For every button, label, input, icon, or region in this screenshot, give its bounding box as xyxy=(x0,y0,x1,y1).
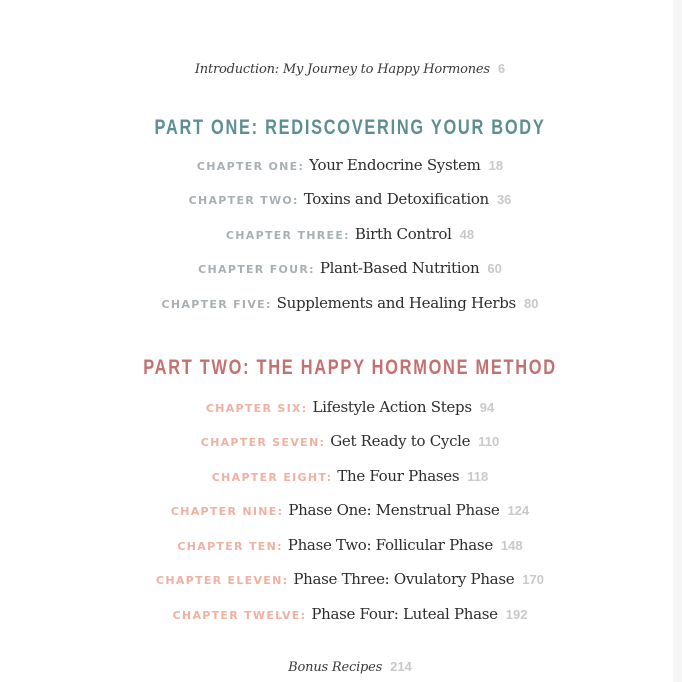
page-number: 80 xyxy=(523,296,539,311)
toc-entry-chapter-2[interactable] xyxy=(0,190,682,209)
chapter-label: CHAPTER FIVE: xyxy=(161,298,272,311)
toc-entry-chapter-10[interactable] xyxy=(0,536,682,555)
chapter-label: CHAPTER ELEVEN: xyxy=(155,574,289,587)
page-number: 170 xyxy=(522,572,544,587)
page-number: 18 xyxy=(488,158,504,173)
page-number: 60 xyxy=(487,261,502,276)
toc-entry-chapter-8[interactable] xyxy=(0,467,682,486)
chapter-title: Phase Four: Luteal Phase xyxy=(311,605,498,623)
chapter-title: Plant-Based Nutrition xyxy=(319,259,480,277)
page-number: 94 xyxy=(479,400,495,415)
chapter-title: Lifestyle Action Steps xyxy=(312,398,472,416)
page-number: 118 xyxy=(467,469,489,484)
page-number: 36 xyxy=(496,192,512,207)
toc-entry-chapter-4[interactable] xyxy=(0,259,682,278)
chapter-label: CHAPTER EIGHT: xyxy=(211,471,333,484)
toc-entry-chapter-3[interactable] xyxy=(0,225,682,244)
chapter-title: Your Endocrine System xyxy=(309,156,481,174)
toc-entry-chapter-5[interactable] xyxy=(0,294,682,313)
chapter-label: CHAPTER FOUR: xyxy=(198,263,315,276)
chapter-title: Birth Control xyxy=(354,225,452,243)
chapter-title: Phase One: Menstrual Phase xyxy=(288,501,500,519)
toc-entry-chapter-6[interactable] xyxy=(0,398,682,417)
chapter-label: CHAPTER TWO: xyxy=(188,194,299,207)
chapter-label: CHAPTER TEN: xyxy=(177,540,283,553)
chapter-title: Supplements and Healing Herbs xyxy=(276,294,516,312)
page-number: 48 xyxy=(459,227,475,242)
chapter-title: The Four Phases xyxy=(337,467,460,485)
page-number: 214 xyxy=(390,659,412,674)
part-two-heading: PART TWO: THE HAPPY HORMONE METHOD xyxy=(143,356,557,379)
toc-entry-introduction[interactable] xyxy=(0,60,682,78)
chapter-label: CHAPTER TWELVE: xyxy=(172,609,307,622)
chapter-label: CHAPTER THREE: xyxy=(225,229,350,242)
page-number: 192 xyxy=(505,607,528,622)
chapter-title: Get Ready to Cycle xyxy=(330,432,471,450)
toc-entry-chapter-11[interactable] xyxy=(0,570,682,589)
chapter-title: Phase Two: Follicular Phase xyxy=(287,536,493,554)
chapter-title: Toxins and Detoxification xyxy=(303,190,489,208)
page-number: 110 xyxy=(478,434,500,449)
chapter-label: CHAPTER NINE: xyxy=(170,505,284,518)
chapter-title: Phase Three: Ovulatory Phase xyxy=(293,570,515,588)
part-one-heading: PART ONE: REDISCOVERING YOUR BODY xyxy=(154,116,546,139)
toc-entry-chapter-12[interactable] xyxy=(0,605,682,624)
chapter-label: CHAPTER SIX: xyxy=(205,402,308,415)
chapter-label: CHAPTER ONE: xyxy=(196,160,305,173)
page-number: 148 xyxy=(500,538,523,553)
entry-title: Introduction: My Journey to Happy Hormones xyxy=(194,62,490,77)
toc-entry-bonus-recipes[interactable] xyxy=(0,658,682,676)
chapter-label: CHAPTER SEVEN: xyxy=(200,436,326,449)
toc-entry-chapter-7[interactable] xyxy=(0,432,682,451)
page-number: 124 xyxy=(507,503,530,518)
toc-entry-chapter-1[interactable] xyxy=(0,156,682,175)
toc-entry-chapter-9[interactable] xyxy=(0,501,682,520)
page-number: 6 xyxy=(497,61,506,76)
entry-title: Bonus Recipes xyxy=(288,660,383,675)
